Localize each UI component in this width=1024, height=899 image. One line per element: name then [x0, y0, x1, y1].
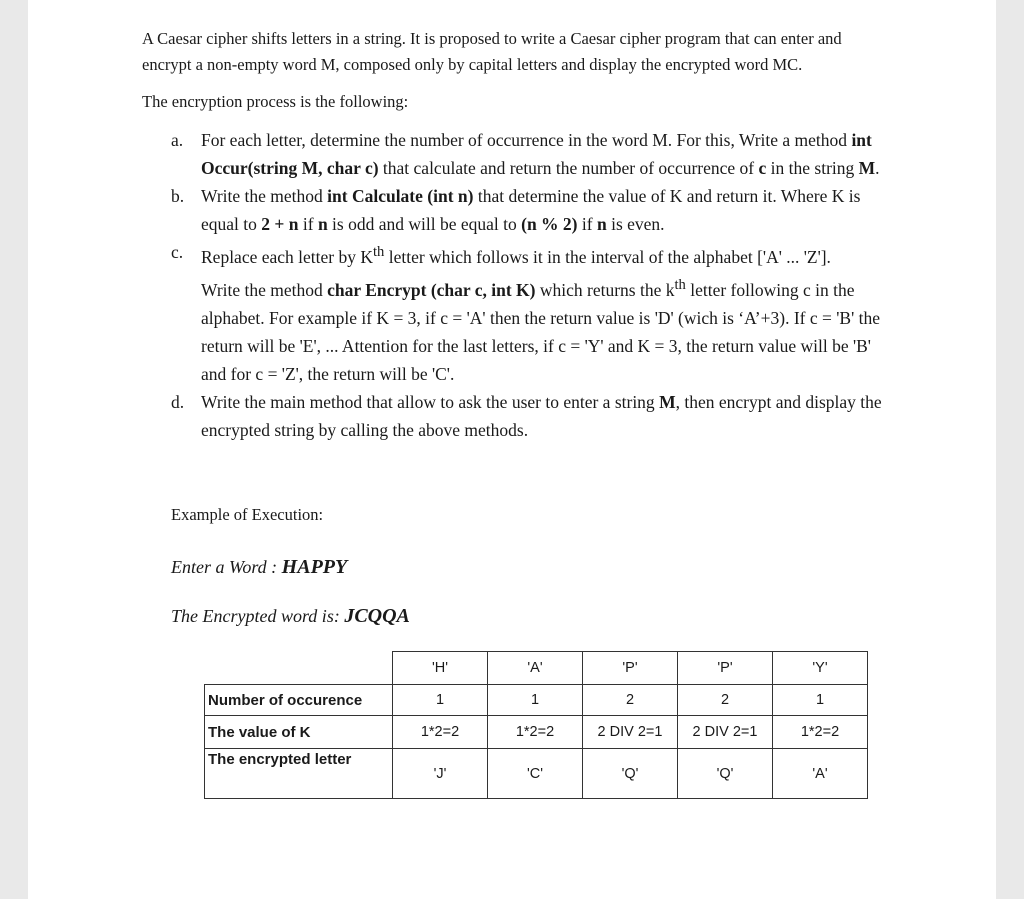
row-label: The value of K: [205, 716, 393, 749]
prompt-label: Enter a Word :: [171, 557, 282, 577]
list-item-b: [171, 182, 891, 238]
list-item-a: [171, 126, 891, 182]
table-cell: 1*2=2: [393, 716, 488, 749]
document-page: [28, 0, 996, 899]
table-corner: [205, 652, 393, 685]
row-label: Number of occurence: [205, 685, 393, 716]
list-item-text: Replace each letter by $K^{th}$ letter which follows it in the interval of the alphabet ['A' ... 'Z'].: [201, 244, 831, 267]
table-header-row: [205, 652, 868, 685]
table-cell: 1*2=2: [773, 716, 868, 749]
table-row: [205, 685, 868, 716]
row-label: The encrypted letter: [205, 749, 393, 799]
table-cell: 'A': [773, 749, 868, 799]
process-title: The encryption process is the following:: [142, 92, 409, 111]
table-header-cell: 'A': [488, 652, 583, 685]
process-list: [171, 126, 891, 444]
table-header-cell: 'P': [583, 652, 678, 685]
result-label: The Encrypted word is:: [171, 606, 345, 626]
table-cell: 'Q': [583, 749, 678, 799]
list-item-c: [171, 238, 891, 388]
table-cell: 'C': [488, 749, 583, 799]
prompt-value: HAPPY: [281, 556, 348, 578]
table-cell: 2 DIV 2=1: [583, 716, 678, 749]
result-value: JCQQA: [344, 605, 410, 627]
table-row: [205, 749, 868, 799]
table-header-cell: 'P': [678, 652, 773, 685]
list-marker: c.: [171, 242, 184, 262]
list-item-text: Write the method int Calculate (int n) that determine the value of K and return it. Where K is equal to 2 + n if n is odd and will be equal to (n % 2) if n is even.: [201, 186, 861, 234]
list-marker: b.: [171, 186, 185, 206]
intro-line-2: encrypt a non-empty word M, composed only by capital letters and display the encrypted word MC.: [142, 55, 803, 74]
list-item-text: Write the main method that allow to ask the user to enter a string M, then encrypt and display the encrypted string by calling the above methods.: [201, 391, 882, 440]
table-cell: 'Q': [678, 749, 773, 799]
table-cell: 2: [583, 685, 678, 716]
intro-line-1: A Caesar cipher shifts letters in a string. It is proposed to write a Caesar cipher program that can enter and: [142, 29, 842, 48]
list-item-subtext: Write the method char Encrypt (char c, int K) which returns the $k^{th}$ letter following c in the alphabet. For example if K = 3, if c = 'A' then the return value is 'D' (wich is ‘A’+3). If c = 'B' the return will be 'E', ... Attention for the last letters, if c = 'Y' and K = 3, the return value will be 'B' and for c = 'Z', the return will be 'C'.: [201, 276, 880, 384]
table-cell: 1: [488, 685, 583, 716]
table-cell: 2 DIV 2=1: [678, 716, 773, 749]
example-prompt: [171, 556, 347, 579]
table-cell: 1: [773, 685, 868, 716]
example-title: Example of Execution:: [171, 505, 324, 524]
table-row: [205, 716, 868, 749]
table-header-cell: 'H': [393, 652, 488, 685]
table-cell: 'J': [393, 749, 488, 799]
intro-paragraph: [142, 26, 902, 78]
table-cell: 1*2=2: [488, 716, 583, 749]
list-item-text: For each letter, determine the number of occurrence in the word M. For this, Write a method int Occur(string M, char c) that calculate and return the number of occurrence of c in the string M.: [201, 130, 880, 178]
execution-table: [204, 651, 868, 799]
list-marker: a.: [171, 130, 184, 150]
table-cell: 1: [393, 685, 488, 716]
list-marker: d.: [171, 391, 185, 412]
table-cell: 2: [678, 685, 773, 716]
example-result: [171, 605, 410, 628]
table-header-cell: 'Y': [773, 652, 868, 685]
list-item-d: [171, 388, 891, 444]
